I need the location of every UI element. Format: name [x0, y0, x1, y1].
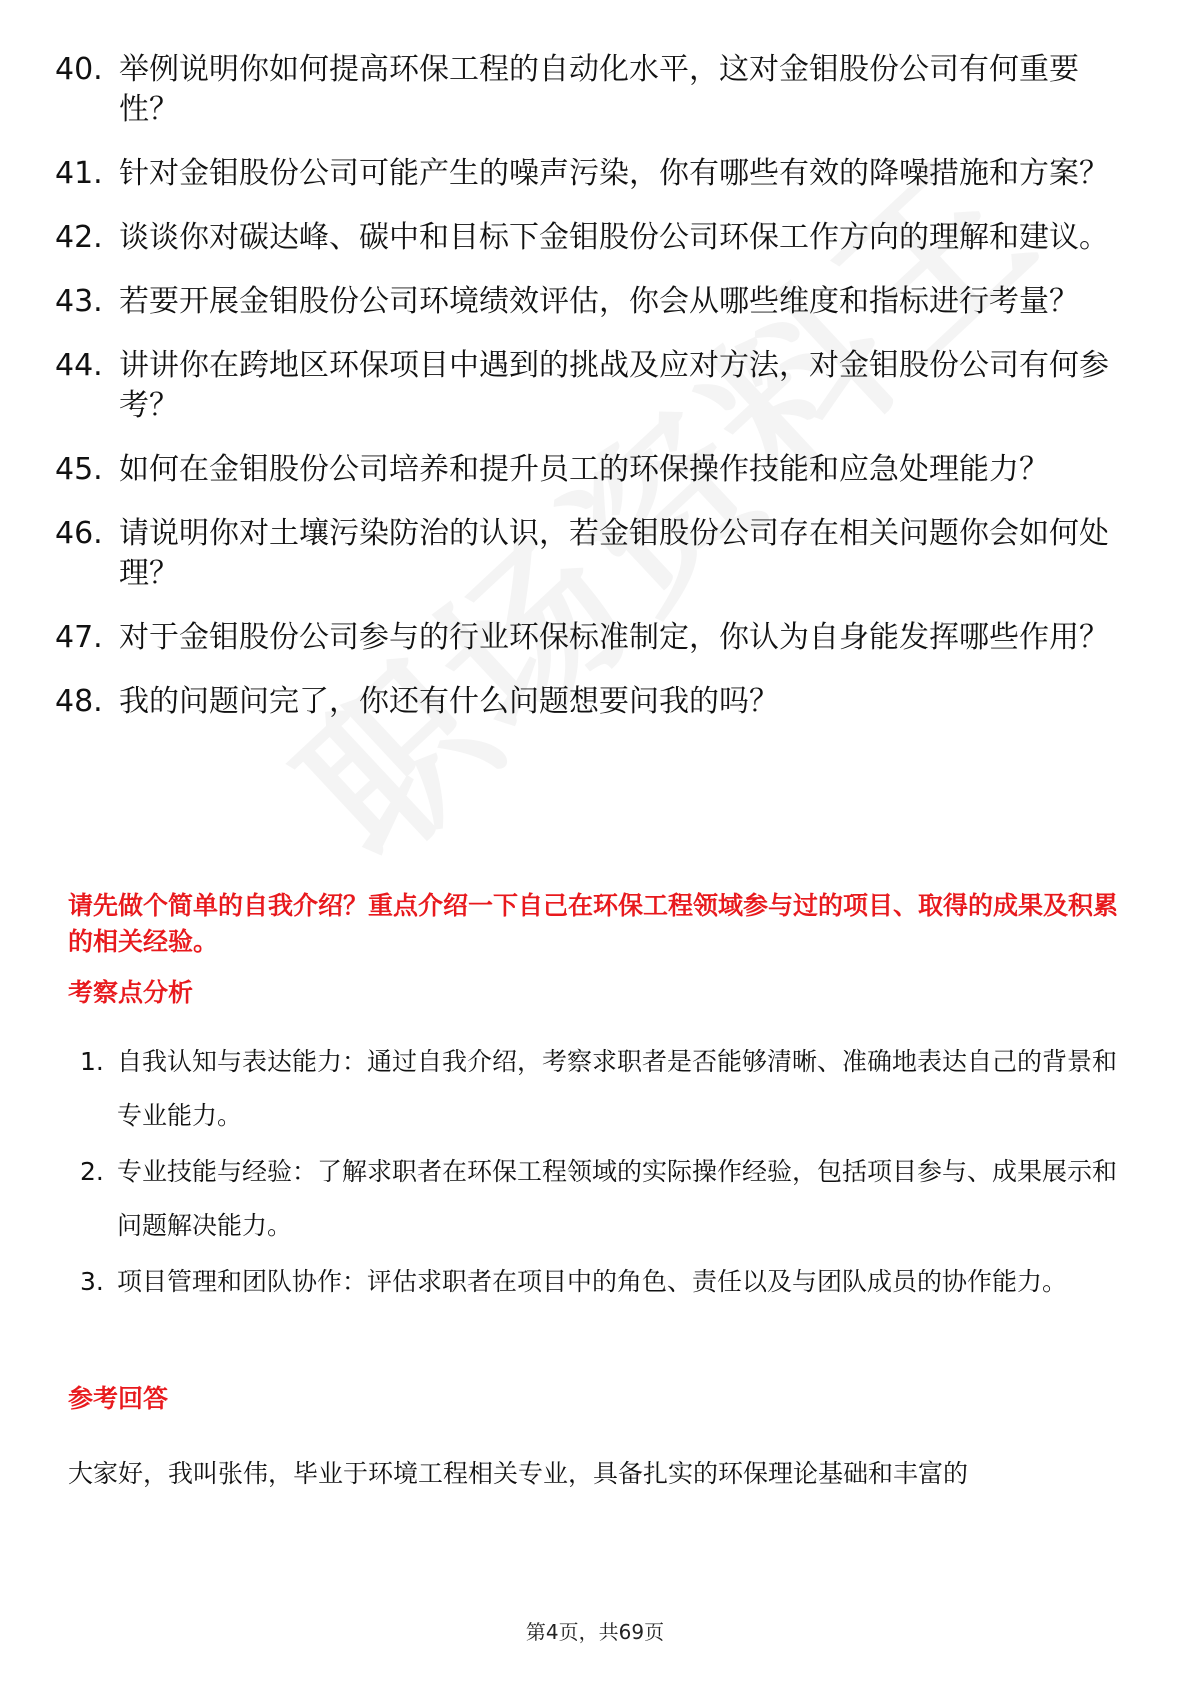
point-number: 2. — [80, 1157, 104, 1186]
question-text: 我的问题问完了，你还有什么问题想要问我的吗？ — [119, 684, 779, 719]
question-text: 若要开展金钼股份公司环境绩效评估，你会从哪些维度和指标进行考量？ — [119, 284, 1079, 319]
point-text: 专业技能与经验：了解求职者在环保工程领域的实际操作经验，包括项目参与、成果展示和问题解决能力。 — [117, 1157, 1118, 1240]
page-footer: 第4页，共69页 — [525, 1620, 665, 1644]
section-question-heading: 请先做个简单的自我介绍？重点介绍一下自己在环保工程领域参与过的项目、取得的成果及积累的相关经验。 — [68, 891, 1119, 956]
question-item — [55, 154, 1115, 194]
question-number: 43. — [55, 284, 103, 319]
question-number: 42. — [55, 220, 103, 255]
question-item — [55, 346, 1115, 426]
question-text: 对于金钼股份公司参与的行业环保标准制定，你认为自身能发挥哪些作用？ — [119, 620, 1109, 655]
question-text: 如何在金钼股份公司培养和提升员工的环保操作技能和应急处理能力？ — [119, 452, 1049, 487]
question-item — [55, 682, 1115, 722]
answer-text: 大家好，我叫张伟，毕业于环境工程相关专业，具备扎实的环保理论基础和丰富的 — [68, 1459, 969, 1488]
analysis-point — [80, 1145, 1120, 1253]
question-number: 46. — [55, 516, 103, 551]
question-item — [55, 50, 1115, 130]
analysis-points — [80, 1035, 1120, 1311]
question-text: 针对金钼股份公司可能产生的噪声污染，你有哪些有效的降噪措施和方案？ — [119, 156, 1109, 191]
question-item — [55, 218, 1115, 258]
question-text: 请说明你对土壤污染防治的认识，若金钼股份公司存在相关问题你会如何处理？ — [119, 516, 1109, 591]
question-item — [55, 450, 1115, 490]
question-number: 48. — [55, 684, 103, 719]
question-number: 45. — [55, 452, 103, 487]
question-item — [55, 514, 1115, 594]
question-number: 40. — [55, 52, 103, 87]
analysis-point — [80, 1255, 1120, 1309]
point-text: 自我认知与表达能力：通过自我介绍，考察求职者是否能够清晰、准确地表达自己的背景和专业能力。 — [117, 1047, 1118, 1130]
point-number: 3. — [80, 1267, 104, 1296]
question-number: 47. — [55, 620, 103, 655]
point-number: 1. — [80, 1047, 104, 1076]
question-item — [55, 282, 1115, 322]
analysis-title: 考察点分析 — [68, 978, 194, 1007]
question-text: 讲讲你在跨地区环保项目中遇到的挑战及应对方法，对金钼股份公司有何参考？ — [119, 348, 1109, 423]
point-text: 项目管理和团队协作：评估求职者在项目中的角色、责任以及与团队成员的协作能力。 — [117, 1267, 1068, 1296]
question-item — [55, 618, 1115, 658]
question-text: 举例说明你如何提高环保工程的自动化水平，这对金钼股份公司有何重要性？ — [119, 52, 1079, 127]
analysis-point — [80, 1035, 1120, 1143]
question-text: 谈谈你对碳达峰、碳中和目标下金钼股份公司环保工作方向的理解和建议。 — [119, 220, 1109, 255]
answer-title: 参考回答 — [68, 1384, 169, 1413]
question-number: 44. — [55, 348, 103, 383]
question-number: 41. — [55, 156, 103, 191]
question-list — [55, 50, 1115, 746]
